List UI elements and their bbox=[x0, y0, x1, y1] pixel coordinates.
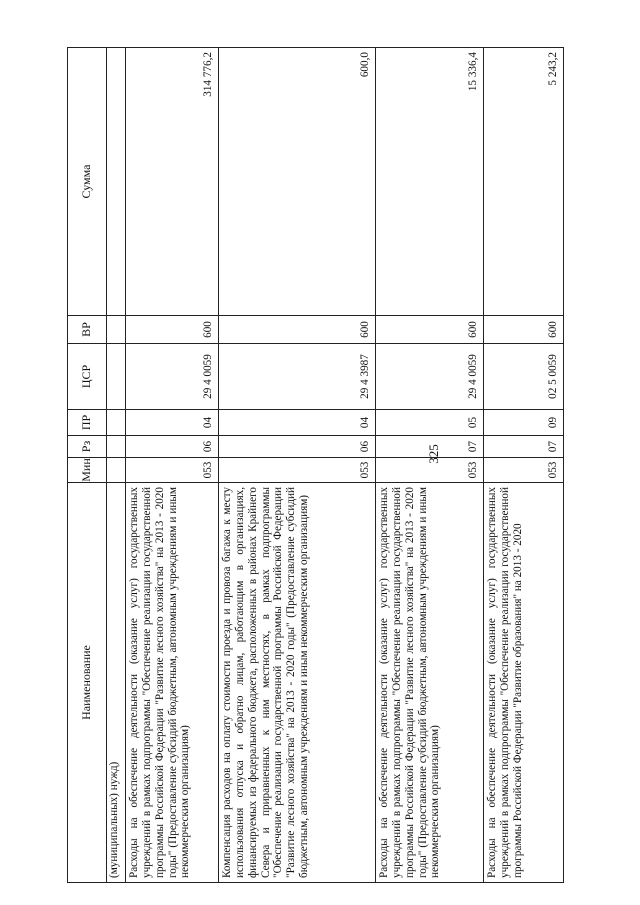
page-number: 325 bbox=[426, 444, 441, 464]
row-vr: 600 bbox=[483, 316, 563, 344]
table-row bbox=[125, 48, 218, 883]
row-min: 053 bbox=[375, 458, 483, 483]
empty-cell bbox=[107, 344, 126, 410]
row-min: 053 bbox=[218, 458, 375, 483]
table-row bbox=[375, 48, 483, 883]
header-csr: ЦСР bbox=[68, 344, 107, 410]
empty-cell bbox=[107, 410, 126, 436]
row-pr: 09 bbox=[483, 410, 563, 436]
row-vr: 600 bbox=[125, 316, 218, 344]
header-min: Мин bbox=[68, 458, 107, 483]
row-pr: 04 bbox=[218, 410, 375, 436]
row-pr: 04 bbox=[125, 410, 218, 436]
row-rz: 07 bbox=[483, 436, 563, 458]
rotated-table-container bbox=[67, 48, 607, 883]
row-csr: 02 5 0059 bbox=[483, 344, 563, 410]
row-vr: 600 bbox=[218, 316, 375, 344]
table-row bbox=[218, 48, 375, 883]
header-rz: Рз bbox=[68, 436, 107, 458]
row-name: Расходы на обеспечение деятельности (оказание услуг) государственных учреждений в рамках подпрограммы "Обеспечение реализации государственной программы Российской Федерации "Развитие образования" на 2013 - 2020 bbox=[483, 483, 563, 883]
row-vr: 600 bbox=[375, 316, 483, 344]
budget-table bbox=[67, 47, 564, 883]
row-pr: 05 bbox=[375, 410, 483, 436]
row-sum: 5 243,2 bbox=[483, 48, 563, 316]
table-row bbox=[483, 48, 563, 883]
row-min: 053 bbox=[125, 458, 218, 483]
empty-cell bbox=[107, 316, 126, 344]
row-sum: 600,0 bbox=[218, 48, 375, 316]
continuation-text: (муниципальных) нужд) bbox=[107, 483, 126, 883]
empty-cell bbox=[107, 458, 126, 483]
row-csr: 29 4 0059 bbox=[125, 344, 218, 410]
row-sum: 15 336,4 bbox=[375, 48, 483, 316]
row-csr: 29 4 3987 bbox=[218, 344, 375, 410]
row-rz: 07 bbox=[375, 436, 483, 458]
row-min: 053 bbox=[483, 458, 563, 483]
header-name: Наименование bbox=[68, 483, 107, 883]
row-name: Расходы на обеспечение деятельности (оказание услуг) государственных учреждений в рамках подпрограммы "Обеспечение реализации государственной программы Российской Федерации "Развитие лесного хозяйства" на 2013 - 2020 годы" (Предоставление субсидий бюджетным, автономным учреждениям и иным некоммерческим организациям) bbox=[375, 483, 483, 883]
empty-cell bbox=[107, 48, 126, 316]
header-row bbox=[68, 48, 107, 883]
header-sum: Сумма bbox=[68, 48, 107, 316]
row-rz: 06 bbox=[218, 436, 375, 458]
row-sum: 314 776,2 bbox=[125, 48, 218, 316]
row-rz: 06 bbox=[125, 436, 218, 458]
row-name: Расходы на обеспечение деятельности (оказание услуг) государственных учреждений в рамках подпрограммы "Обеспечение реализации государственной программы Российской Федерации "Развитие лесного хозяйства" на 2013 - 2020 годы" (Предоставление субсидий бюджетным, автономным учреждениям и иным некоммерческим организациям) bbox=[125, 483, 218, 883]
header-pr: ПР bbox=[68, 410, 107, 436]
header-vr: ВР bbox=[68, 316, 107, 344]
empty-cell bbox=[107, 436, 126, 458]
row-name: Компенсация расходов на оплату стоимости проезда и провоза багажа к месту использования отпуска и обратно лицам, работающим в организациях, финансируемых из федерального бюджета, расположенных в районах Крайнего Севера и приравненных к ним местностях, в рамках подпрограммы "Обеспечение реализации государственной программы Российской Федерации "Развитие лесного хозяйства" на 2013 - 2020 годы" (Предоставление субсидий бюджетным, автономным учреждениям и иным некоммерческим организациям) bbox=[218, 483, 375, 883]
row-csr: 29 4 0059 bbox=[375, 344, 483, 410]
continuation-row bbox=[107, 48, 126, 883]
